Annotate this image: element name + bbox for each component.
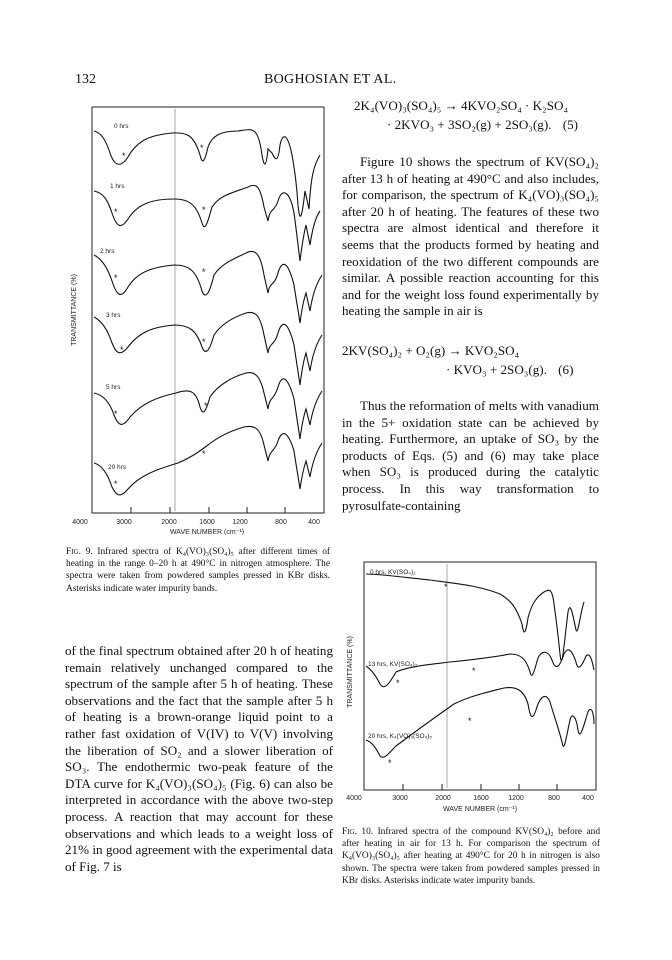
fig10-x-tick-labels — [346, 795, 594, 802]
figure-9-spectra — [62, 95, 334, 535]
fig9-xtick: 1600 — [199, 519, 215, 526]
svg-text:*: * — [204, 401, 208, 411]
right-paragraph-2 — [342, 398, 599, 514]
fig9-trace-label: 5 hrs — [106, 384, 121, 391]
fig10-xtick: 4000 — [346, 795, 362, 802]
eq6-line2-wrap — [342, 361, 600, 378]
fig9-trace-label: 0 hrs — [114, 123, 129, 130]
fig9-caption-text: Infrared spectra of K₄(VO)₃(SO₄)₅ after different times of heating in the range 0–20 h at 490°C in nitrogen atmosphere. The spectra were taken from powdered samples pressed in KBr disks. Asterisks indicate water impurity bands. — [66, 547, 331, 594]
fig10-xtick: 400 — [582, 795, 594, 802]
fig9-xtick: 3000 — [116, 519, 132, 526]
fig9-xtick: 400 — [308, 519, 320, 526]
eq5-line1: 2K₄(VO)₃(SO₄)₅ → 4KVO₂SO₄ · K₂SO₄ — [354, 98, 569, 113]
fig10-trace-label: 13 hrs, KV(SO₄)₂ — [368, 661, 418, 668]
fig9-trace-3h — [94, 312, 322, 385]
eq5-line2-wrap — [340, 116, 600, 133]
fig9-asterisks — [114, 143, 208, 489]
fig10-ticks — [364, 784, 596, 790]
fig10-xlabel: WAVE NUMBER (cm⁻¹) — [442, 806, 518, 813]
eq5-line2: · 2KVO₃ + 3SO₂(g) + 2SO₃(g). — [387, 117, 552, 132]
fig9-xtick: 1200 — [232, 519, 248, 526]
fig9-x-tick-labels — [72, 519, 320, 526]
figure-10-spectra — [340, 554, 602, 816]
fig9-trace-label: 3 hrs — [106, 312, 121, 319]
fig9-xtick: 2000 — [161, 519, 177, 526]
running-title: BOGHOSIAN ET AL. — [264, 72, 397, 87]
fig10-trace-20h — [366, 688, 594, 758]
svg-text:*: * — [202, 205, 206, 215]
fig10-xtick: 2000 — [435, 795, 451, 802]
fig9-trace-20h — [94, 426, 322, 495]
paragraph1-text: Figure 10 shows the spectrum of KV(SO₄)₂ after 13 h of heating at 490°C and also includes, for comparison, the spectrum of K₄(VO)₃(SO₄)₅ after 20 h of heating. The features of these two spectra are almost identical and therefore it seems that the products formed by heating and reoxidation of the two different compounds are similar. A possible reaction accounting for this and for the weight loss found experimentally by heating the sample in air is — [342, 154, 599, 319]
fig9-trace-5h — [94, 373, 322, 439]
fig9-trace-label: 2 hrs — [100, 248, 115, 255]
eq5-number: (5) — [562, 117, 579, 132]
fig10-xtick: 3000 — [392, 795, 408, 802]
left-paragraph-text: of the final spectrum obtained after 20 h of heating remain relatively unchanged compared to the spectrum of the sample after 5 h of heating. These observations and the fact that the sample after 5 h of heating is a brown-orange liquid point to a rather fast oxidation of V(IV) to V(V) involving the liberation of SO₂ and a slower liberation of SO₃. The endothermic two-peak feature of the DTA curve for K₄(VO)₃(SO₄)₅ (Fig. 6) can also be interpreted in accordance with the above two-step process. A reaction that may account for these observations and which leads to a weight loss of 21% in good agreement with the experimental data of Fig. 7 is — [65, 643, 333, 874]
fig9-xtick: 800 — [275, 519, 287, 526]
svg-text:*: * — [202, 267, 206, 277]
fig9-traces — [94, 130, 322, 495]
fig9-caption — [66, 546, 330, 595]
svg-text:*: * — [202, 337, 206, 347]
eq6-line1: 2KV(SO₄)₂ + O₂(g) → KVO₂SO₄ — [342, 343, 520, 358]
svg-text:*: * — [114, 207, 118, 217]
fig10-caption — [342, 826, 600, 887]
fig10-ylabel: TRANSMITTANCE (%) — [347, 636, 354, 708]
fig9-trace-label: 1 hrs — [110, 183, 125, 190]
svg-text:*: * — [114, 409, 118, 419]
paragraph2-text: Thus the reformation of melts with vanadium in the 5+ oxidation state can be achieved by heating. Furthermore, an uptake of SO₃ by the products of Eqs. (5) and (6) may take place when SO₃ is produced during the catalytic process. In this way transformation to pyrosulfate-containing — [342, 398, 599, 513]
fig10-xtick: 800 — [548, 795, 560, 802]
fig9-xlabel: WAVE NUMBER (cm⁻¹) — [169, 529, 245, 535]
svg-text:*: * — [200, 143, 204, 153]
eq6-line2: · KVO₃ + 2SO₃(g). — [446, 362, 547, 377]
equation-6 — [342, 342, 600, 378]
fig9-trace-label: 20 hrs — [108, 464, 127, 471]
svg-text:*: * — [122, 151, 126, 161]
fig10-caption-text: Infrared spectra of the compound KV(SO₄)₂ before and after heating in air for 13 h. For comparison the spectrum of K₄(VO)₃(SO₄)₅ after heating at 490°C for 20 h in nitrogen is also shown. The spectra were taken from powdered samples pressed in KBr disks. Asterisks indicate water impurity bands. — [342, 827, 601, 886]
fig9-trace-1h — [94, 185, 320, 261]
fig10-trace-0h — [366, 574, 584, 660]
fig9-trace-2h — [94, 251, 322, 323]
left-column-paragraph — [65, 643, 333, 875]
svg-text:*: * — [444, 582, 448, 592]
right-paragraph-1 — [342, 154, 599, 320]
svg-text:*: * — [472, 666, 476, 676]
fig10-trace-label: 20 hrs, K₄(VO)₃(SO₄)₅ — [368, 733, 433, 740]
svg-text:*: * — [388, 758, 392, 768]
fig10-caption-label: Fig. 10. — [342, 827, 374, 837]
fig10-frame — [364, 562, 596, 790]
fig10-trace-labels — [368, 569, 432, 740]
eq6-number: (6) — [558, 362, 574, 377]
svg-text:*: * — [202, 449, 206, 459]
svg-text:*: * — [468, 716, 472, 726]
svg-text:*: * — [114, 479, 118, 489]
fig9-frame — [92, 107, 324, 513]
fig9-ticks — [92, 507, 324, 513]
svg-text:*: * — [120, 345, 124, 355]
fig10-trace-label: 0 hrs, KV(SO₄)₂ — [370, 569, 416, 576]
svg-text:*: * — [396, 678, 400, 688]
page-number: 132 — [75, 72, 96, 87]
fig10-xtick: 1600 — [473, 795, 489, 802]
fig9-trace-0h — [94, 130, 320, 217]
svg-text:*: * — [114, 273, 118, 283]
fig9-ylabel: TRANSMITTANCE (%) — [71, 274, 78, 346]
fig10-xtick: 1200 — [508, 795, 524, 802]
equation-5 — [340, 97, 600, 133]
fig9-caption-label: Fig. 9. — [66, 547, 93, 557]
fig9-xtick: 4000 — [72, 519, 88, 526]
fig10-asterisks — [388, 582, 476, 768]
